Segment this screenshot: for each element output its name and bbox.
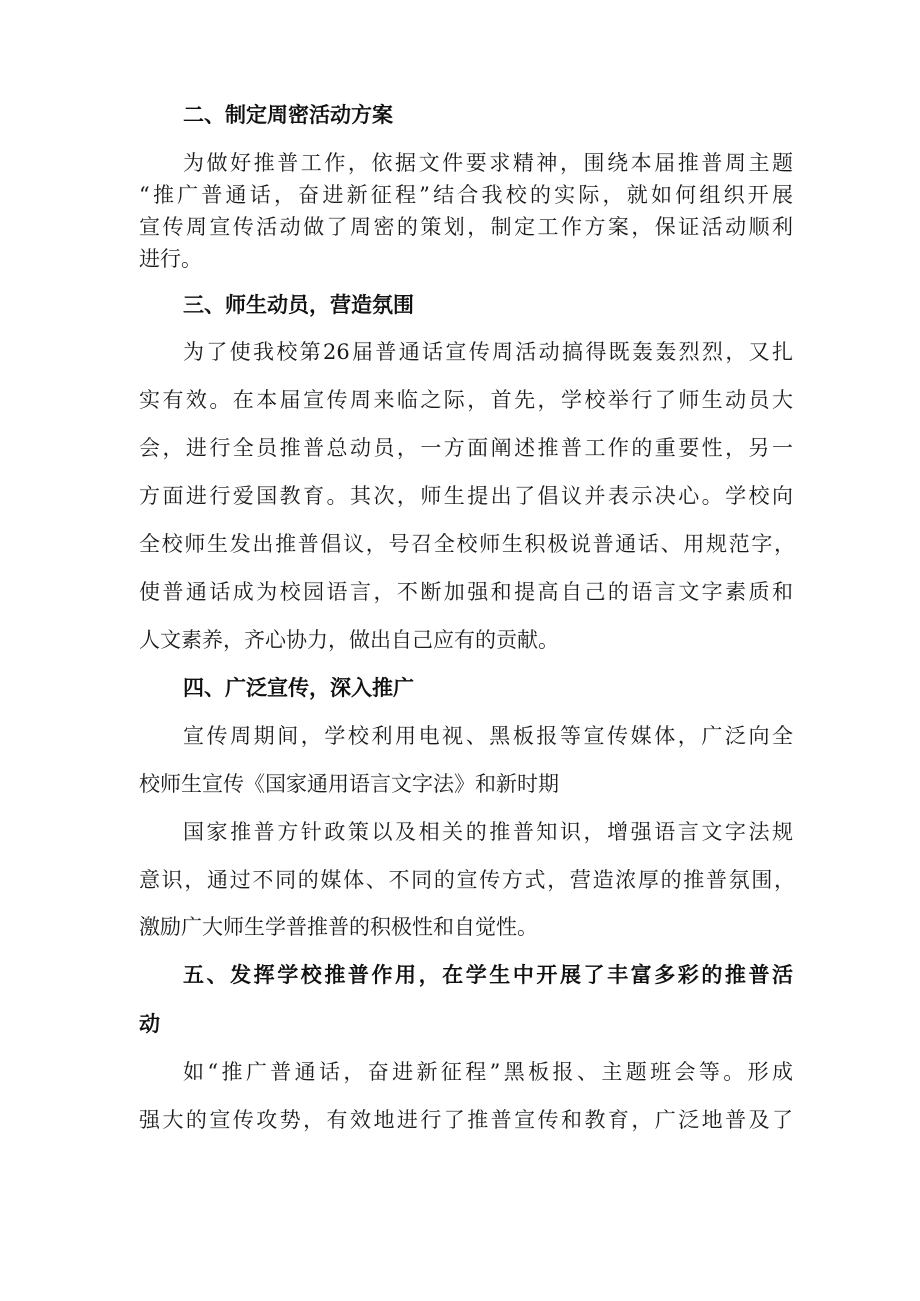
paragraph-line: 为了使我校第26届普通话宣传周活动搞得既轰轰烈烈，又扎: [183, 340, 793, 364]
paragraph-line: 宣传周宣传活动做了周密的策划，制定工作方案，保证活动顺利: [139, 215, 793, 239]
paragraph-line: 全校师生发出推普倡议，号召全校师生积极说普通话、用规范字，: [139, 532, 795, 556]
paragraph-line: 强大的宣传攻势，有效地进行了推普宣传和教育，广泛地普及了: [139, 1108, 793, 1132]
paragraph-line: 进行。: [139, 247, 202, 271]
section-heading-4: 四、广泛宣传，深入推广: [183, 676, 414, 700]
paragraph-line: 国家推普方针政策以及相关的推普知识，增强语言文字法规: [183, 820, 793, 844]
paragraph-line: 激励广大师生学普推普的积极性和自觉性。: [139, 915, 538, 939]
paragraph-line: 会，进行全员推普总动员，一方面阐述推普工作的重要性，另一: [139, 436, 793, 460]
paragraph-line: 人文素养，齐心协力，做出自己应有的贡献。: [139, 628, 559, 652]
paragraph-line: 为做好推普工作，依据文件要求精神，围绕本届推普周主题: [183, 151, 793, 175]
paragraph-line: 意识，通过不同的媒体、不同的宣传方式，营造浓厚的推普氛围，: [139, 868, 795, 892]
paragraph-line: 使普通话成为校园语言，不断加强和提高自己的语言文字素质和: [139, 580, 793, 604]
section-heading-2: 二、制定周密活动方案: [183, 103, 393, 127]
section-heading-5: 五、发挥学校推普作用，在学生中开展了丰富多彩的推普活: [183, 963, 793, 987]
paragraph-line: 宣传周期间，学校利用电视、黑板报等宣传媒体，广泛向全: [183, 724, 793, 748]
paragraph-line: 如“推广普通话，奋进新征程”黑板报、主题班会等。形成: [183, 1060, 793, 1084]
paragraph-line: 方面进行爱国教育。其次，师生提出了倡议并表示决心。学校向: [139, 484, 793, 508]
section-heading-5-continued: 动: [139, 1012, 160, 1036]
paragraph-line: “推广普通话，奋进新征程”结合我校的实际，就如何组织开展: [139, 183, 793, 207]
section-heading-3: 三、师生动员，营造氛围: [183, 293, 414, 317]
paragraph-line: 校师生宣传《国家通用语言文字法》和新时期: [139, 772, 559, 796]
paragraph-line: 实有效。在本届宣传周来临之际，首先，学校举行了师生动员大: [139, 388, 793, 412]
